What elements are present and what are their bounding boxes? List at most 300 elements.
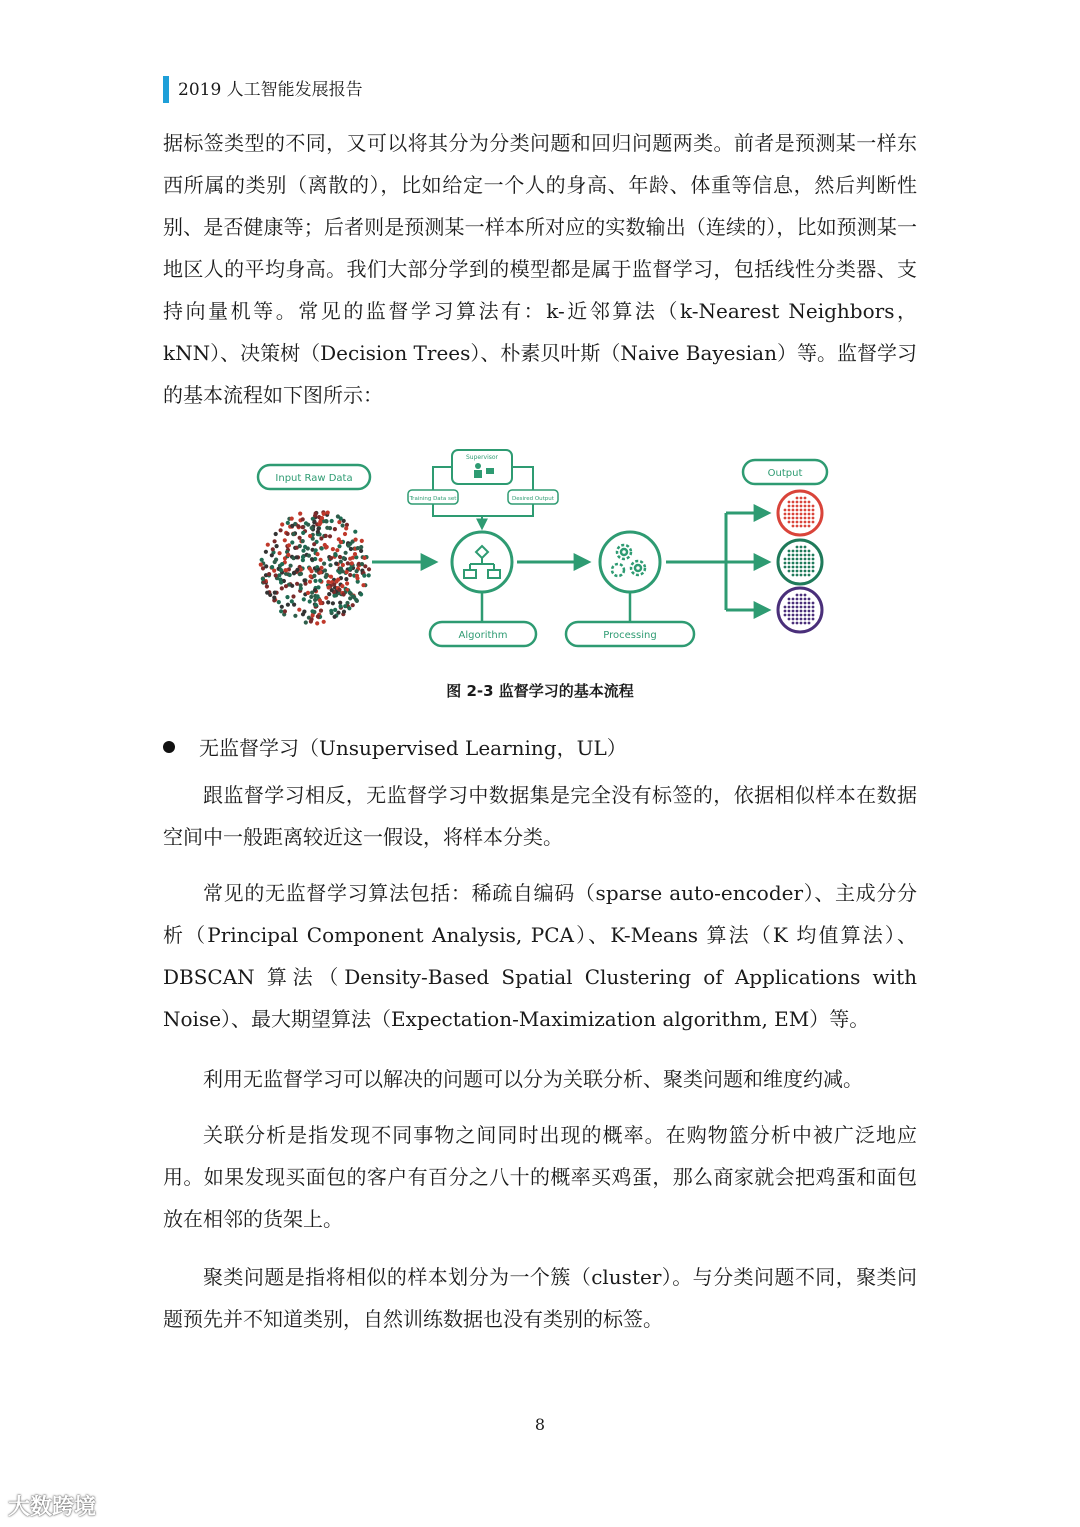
output-dot xyxy=(796,622,799,625)
watermark-logo: 大数跨境 xyxy=(8,1495,97,1520)
data-point xyxy=(319,609,323,613)
output-dot xyxy=(812,517,815,520)
data-point xyxy=(308,580,312,584)
bullet-text: 无监督学习（Unsupervised Learning，UL） xyxy=(199,736,627,760)
output-dot xyxy=(800,566,803,569)
output-dot xyxy=(784,566,787,569)
data-point xyxy=(354,538,358,542)
paragraph-supervised-intro xyxy=(163,122,917,416)
output-dot xyxy=(812,614,815,617)
output-dot xyxy=(788,598,791,601)
data-point xyxy=(333,527,337,531)
data-point xyxy=(279,568,283,572)
data-point xyxy=(333,615,337,619)
output-dot xyxy=(812,562,815,565)
output-dot xyxy=(804,598,807,601)
data-point xyxy=(278,551,282,555)
data-point xyxy=(264,564,268,568)
output-dot xyxy=(800,546,803,549)
output-dot xyxy=(812,554,815,557)
output-dot xyxy=(788,562,791,565)
paragraph-unsupervised-algorithms xyxy=(163,872,917,1040)
output-dot xyxy=(800,606,803,609)
data-point xyxy=(279,580,283,584)
output-dot xyxy=(788,521,791,524)
data-point xyxy=(284,584,288,588)
output-dot xyxy=(796,602,799,605)
data-point xyxy=(355,599,359,603)
data-point xyxy=(322,562,326,566)
output-dot xyxy=(796,566,799,569)
output-dot xyxy=(804,566,807,569)
data-point xyxy=(348,567,352,571)
data-point xyxy=(310,591,314,595)
output-dot xyxy=(792,505,795,508)
data-point xyxy=(349,547,353,551)
data-point xyxy=(312,542,316,546)
output-dot xyxy=(808,598,811,601)
svg-text:Training Data set: Training Data set xyxy=(409,496,457,502)
output-dot xyxy=(788,554,791,557)
output-dot xyxy=(788,614,791,617)
data-point xyxy=(288,573,292,577)
data-point xyxy=(345,581,349,585)
desired-output-box xyxy=(508,490,558,504)
data-point xyxy=(350,561,354,565)
output-dot xyxy=(796,570,799,573)
output-dot xyxy=(800,602,803,605)
output-dot xyxy=(792,570,795,573)
data-point xyxy=(325,545,329,549)
output-dot xyxy=(804,505,807,508)
data-point xyxy=(341,523,345,527)
data-point xyxy=(271,547,275,551)
data-point xyxy=(331,601,335,605)
data-point xyxy=(348,596,352,600)
data-point xyxy=(337,588,341,592)
data-point xyxy=(286,603,290,607)
output-dot xyxy=(788,566,791,569)
output-dot xyxy=(808,622,811,625)
algorithm-node xyxy=(452,532,512,622)
data-point xyxy=(320,546,324,550)
data-point xyxy=(355,576,359,580)
output-dot xyxy=(808,570,811,573)
data-point xyxy=(336,514,340,518)
data-point xyxy=(289,564,293,568)
data-point xyxy=(323,568,327,572)
output-dot xyxy=(804,618,807,621)
data-point xyxy=(280,522,284,526)
data-point xyxy=(309,595,313,599)
data-point xyxy=(329,609,333,613)
output-dot xyxy=(784,614,787,617)
data-point xyxy=(286,532,290,536)
output-dot xyxy=(812,513,815,516)
output-dot xyxy=(800,501,803,504)
output-dot xyxy=(800,570,803,573)
data-point xyxy=(279,528,283,532)
output-dot xyxy=(796,505,799,508)
data-point xyxy=(286,521,290,525)
output-dot xyxy=(800,574,803,577)
output-dot xyxy=(808,509,811,512)
paragraph-text: 利用无监督学习可以解决的问题可以分为关联分析、聚类问题和维度约减。 xyxy=(203,1067,863,1091)
output-dot xyxy=(784,606,787,609)
output-dot xyxy=(796,610,799,613)
supervised-learning-flow-diagram xyxy=(250,440,840,665)
data-point xyxy=(324,596,328,600)
data-point xyxy=(290,517,294,521)
data-point xyxy=(337,544,341,548)
output-dot xyxy=(800,622,803,625)
output-dot xyxy=(792,610,795,613)
output-dot xyxy=(804,558,807,561)
data-point xyxy=(339,560,343,564)
data-point xyxy=(283,609,287,613)
output-dot xyxy=(812,610,815,613)
data-point xyxy=(292,571,296,575)
data-point xyxy=(279,609,283,613)
data-point xyxy=(273,560,277,564)
data-point xyxy=(265,591,269,595)
svg-text:Input Raw Data: Input Raw Data xyxy=(275,473,353,484)
output-dot xyxy=(800,594,803,597)
processing-label-box xyxy=(566,622,694,646)
data-point xyxy=(319,536,323,540)
data-point xyxy=(275,544,279,548)
output-dot xyxy=(796,606,799,609)
output-dot xyxy=(812,521,815,524)
data-point xyxy=(334,562,338,566)
output-dot xyxy=(800,525,803,528)
output-dot xyxy=(788,602,791,605)
output-dot xyxy=(808,618,811,621)
output-dot xyxy=(804,606,807,609)
data-point xyxy=(313,579,317,583)
data-point xyxy=(360,562,364,566)
output-dot xyxy=(792,501,795,504)
output-dot xyxy=(808,501,811,504)
output-dot xyxy=(800,521,803,524)
output-dot xyxy=(804,501,807,504)
output-dot xyxy=(808,554,811,557)
output-dot xyxy=(812,509,815,512)
data-point xyxy=(301,517,305,521)
report-title: 2019 人工智能发展报告 xyxy=(178,80,363,100)
output-dot xyxy=(804,594,807,597)
data-point xyxy=(306,546,310,550)
data-point xyxy=(318,579,322,583)
input-raw-data-box xyxy=(258,465,370,489)
data-point xyxy=(290,599,294,603)
paragraph-text: 常见的无监督学习算法包括：稀疏自编码（sparse auto-encoder）、主成分分析（Principal Component Analysis, PCA）、K-Means 算法（K 均值算法）、DBSCAN 算法（Density-Based Spatial Clustering of Applications with Noise）、最大期望算法（Expectation-Maximization algorithm, EM）等。 xyxy=(163,881,917,1031)
data-point xyxy=(312,574,316,578)
output-dot xyxy=(788,505,791,508)
data-point xyxy=(344,577,348,581)
algorithm-label-box xyxy=(430,622,536,646)
output-dot xyxy=(796,497,799,500)
output-dot xyxy=(800,610,803,613)
data-point xyxy=(310,526,314,530)
output-dot xyxy=(808,550,811,553)
data-point xyxy=(346,561,350,565)
data-point xyxy=(270,565,274,569)
data-point xyxy=(316,614,320,618)
data-point xyxy=(273,591,277,595)
output-dot xyxy=(796,598,799,601)
data-point xyxy=(324,519,328,523)
output-dot xyxy=(804,602,807,605)
output-dot xyxy=(804,517,807,520)
output-dot xyxy=(792,513,795,516)
output-dot xyxy=(804,525,807,528)
output-dot xyxy=(808,562,811,565)
data-point xyxy=(319,558,323,562)
raw-data-cloud xyxy=(259,510,371,625)
data-point xyxy=(290,584,294,588)
data-point xyxy=(324,573,328,577)
data-point xyxy=(315,552,319,556)
output-dot xyxy=(808,602,811,605)
output-dot xyxy=(792,614,795,617)
paragraph-text: 据标签类型的不同，又可以将其分为分类问题和回归问题两类。前者是预测某一样东西所属的类别（离散的），比如给定一个人的身高、年龄、体重等信息，然后判断性别、是否健康等；后者则是预测某一样本所对应的实数输出（连续的），比如预测某一地区人的平均身高。我们大部分学到的模型都是属于监督学习，包括线性分类器、支持向量机等。常见的监督学习算法有：k-近邻算法（k-Nearest Neighbors，kNN）、决策树（Decision Trees）、朴素贝叶斯（Naive Bayesian）等。监督学习的基本流程如下图所示： xyxy=(163,131,917,407)
output-dot xyxy=(808,517,811,520)
output-dot xyxy=(788,550,791,553)
paragraph-text: 聚类问题是指将相似的样本划分为一个簇（cluster）。与分类问题不同，聚类问题预先并不知道类别，自然训练数据也没有类别的标签。 xyxy=(163,1265,917,1331)
output-dot xyxy=(804,513,807,516)
data-point xyxy=(274,532,278,536)
output-dot xyxy=(788,618,791,621)
data-point xyxy=(351,603,355,607)
output-dot xyxy=(792,618,795,621)
paragraph-text: 跟监督学习相反，无监督学习中数据集是完全没有标签的，依据相似样本在数据空间中一般距离较近这一假设，将样本分类。 xyxy=(163,783,917,849)
data-point xyxy=(336,578,340,582)
paragraph-clustering xyxy=(163,1256,917,1340)
bullet-dot-icon xyxy=(163,741,175,753)
data-point xyxy=(309,619,313,623)
data-point xyxy=(339,540,343,544)
data-point xyxy=(261,577,265,581)
data-point xyxy=(298,544,302,548)
data-point xyxy=(314,511,318,515)
bullet-unsupervised-learning xyxy=(163,728,627,768)
data-point xyxy=(283,568,287,572)
output-dot xyxy=(800,550,803,553)
data-point xyxy=(340,584,344,588)
output-dot xyxy=(808,566,811,569)
data-point xyxy=(318,570,322,574)
data-point xyxy=(335,548,339,552)
data-point xyxy=(326,511,330,515)
paragraph-association-analysis xyxy=(163,1114,917,1240)
svg-text:Output: Output xyxy=(767,468,803,479)
data-point xyxy=(295,568,299,572)
data-point xyxy=(355,569,359,573)
data-point xyxy=(361,583,365,587)
data-point xyxy=(291,532,295,536)
data-point xyxy=(356,546,360,550)
output-dot xyxy=(796,513,799,516)
output-dot xyxy=(796,521,799,524)
data-point xyxy=(274,573,278,577)
output-dot xyxy=(800,598,803,601)
data-point xyxy=(359,592,363,596)
output-dot xyxy=(808,574,811,577)
output-dot xyxy=(792,566,795,569)
output-dot xyxy=(800,618,803,621)
data-point xyxy=(367,573,371,577)
output-dot xyxy=(804,546,807,549)
output-dot xyxy=(808,606,811,609)
data-point xyxy=(345,570,349,574)
data-point xyxy=(337,520,341,524)
svg-text:Desired Output: Desired Output xyxy=(512,496,554,502)
data-point xyxy=(338,601,342,605)
data-point xyxy=(266,543,270,547)
output-dot xyxy=(804,550,807,553)
data-point xyxy=(293,614,297,618)
output-dot xyxy=(784,509,787,512)
output-dot xyxy=(796,594,799,597)
data-point xyxy=(306,523,310,527)
output-dot xyxy=(792,521,795,524)
data-point xyxy=(295,555,299,559)
data-point xyxy=(265,584,269,588)
data-point xyxy=(345,523,349,527)
data-point xyxy=(280,605,284,609)
output-dot xyxy=(784,562,787,565)
data-point xyxy=(362,556,366,560)
output-dot xyxy=(800,509,803,512)
data-point xyxy=(327,585,331,589)
data-point xyxy=(267,572,271,576)
data-point xyxy=(297,608,301,612)
data-point xyxy=(324,534,328,538)
output-dot xyxy=(792,550,795,553)
data-point xyxy=(310,557,314,561)
data-point xyxy=(330,519,334,523)
data-point xyxy=(270,553,274,557)
output-dot xyxy=(804,570,807,573)
data-point xyxy=(326,600,330,604)
data-point xyxy=(333,608,337,612)
output-dot xyxy=(808,505,811,508)
data-point xyxy=(343,532,347,536)
data-point xyxy=(344,526,348,530)
output-dot xyxy=(796,550,799,553)
data-point xyxy=(302,578,306,582)
output-dot xyxy=(788,501,791,504)
data-point xyxy=(309,574,313,578)
paragraph-text: 关联分析是指发现不同事物之间同时出现的概率。在购物篮分析中被广泛地应用。如果发现买面包的客户有百分之八十的概率买鸡蛋，那么商家就会把鸡蛋和面包放在相邻的货架上。 xyxy=(163,1123,917,1231)
output-dot xyxy=(796,614,799,617)
output-dot xyxy=(812,618,815,621)
output-dot xyxy=(800,558,803,561)
output-dot xyxy=(796,554,799,557)
output-dot xyxy=(788,610,791,613)
data-point xyxy=(360,539,364,543)
output-dot xyxy=(788,558,791,561)
data-point xyxy=(301,539,305,543)
output-dot xyxy=(796,574,799,577)
output-dot xyxy=(800,517,803,520)
data-point xyxy=(316,594,320,598)
data-point xyxy=(260,558,264,562)
output-dot xyxy=(792,622,795,625)
data-point xyxy=(301,525,305,529)
data-point xyxy=(308,599,312,603)
data-point xyxy=(367,567,371,571)
output-dot xyxy=(796,509,799,512)
data-point xyxy=(264,550,268,554)
data-point xyxy=(327,592,331,596)
data-point xyxy=(348,573,352,577)
data-point xyxy=(332,594,336,598)
output-dot xyxy=(808,513,811,516)
output-dot xyxy=(804,574,807,577)
output-dot xyxy=(804,622,807,625)
data-point xyxy=(302,610,306,614)
data-point xyxy=(331,547,335,551)
output-dot xyxy=(792,574,795,577)
data-point xyxy=(325,526,329,530)
data-point xyxy=(359,549,363,553)
data-point xyxy=(299,583,303,587)
output-dot xyxy=(796,517,799,520)
output-dot xyxy=(796,501,799,504)
output-dot xyxy=(792,554,795,557)
output-dot xyxy=(812,602,815,605)
output-dot xyxy=(804,497,807,500)
data-point xyxy=(290,540,294,544)
output-dot xyxy=(784,517,787,520)
page-number: 8 xyxy=(534,1415,546,1434)
data-point xyxy=(298,536,302,540)
output-dot xyxy=(804,610,807,613)
output-dot xyxy=(800,554,803,557)
data-point xyxy=(290,524,294,528)
data-point xyxy=(309,569,313,573)
data-point xyxy=(342,592,346,596)
data-point xyxy=(308,534,312,538)
data-point xyxy=(306,591,310,595)
output-dot xyxy=(792,517,795,520)
data-point xyxy=(348,557,352,561)
output-dot xyxy=(800,513,803,516)
data-point xyxy=(328,534,332,538)
data-point xyxy=(280,562,284,566)
output-dot xyxy=(792,562,795,565)
output-dot xyxy=(784,513,787,516)
output-dot xyxy=(808,614,811,617)
data-point xyxy=(285,595,289,599)
data-point xyxy=(344,551,348,555)
data-point xyxy=(342,556,346,560)
figure-caption: 图 2-3 监督学习的基本流程 xyxy=(446,682,634,700)
data-point xyxy=(334,553,338,557)
svg-text:Algorithm: Algorithm xyxy=(458,630,508,641)
data-point xyxy=(315,621,319,625)
output-dot xyxy=(792,598,795,601)
paragraph-unsupervised-definition xyxy=(163,774,917,858)
data-point xyxy=(273,539,277,543)
data-point xyxy=(322,620,326,624)
output-dot xyxy=(812,505,815,508)
output-dot xyxy=(796,558,799,561)
data-point xyxy=(338,555,342,559)
output-dot xyxy=(792,602,795,605)
